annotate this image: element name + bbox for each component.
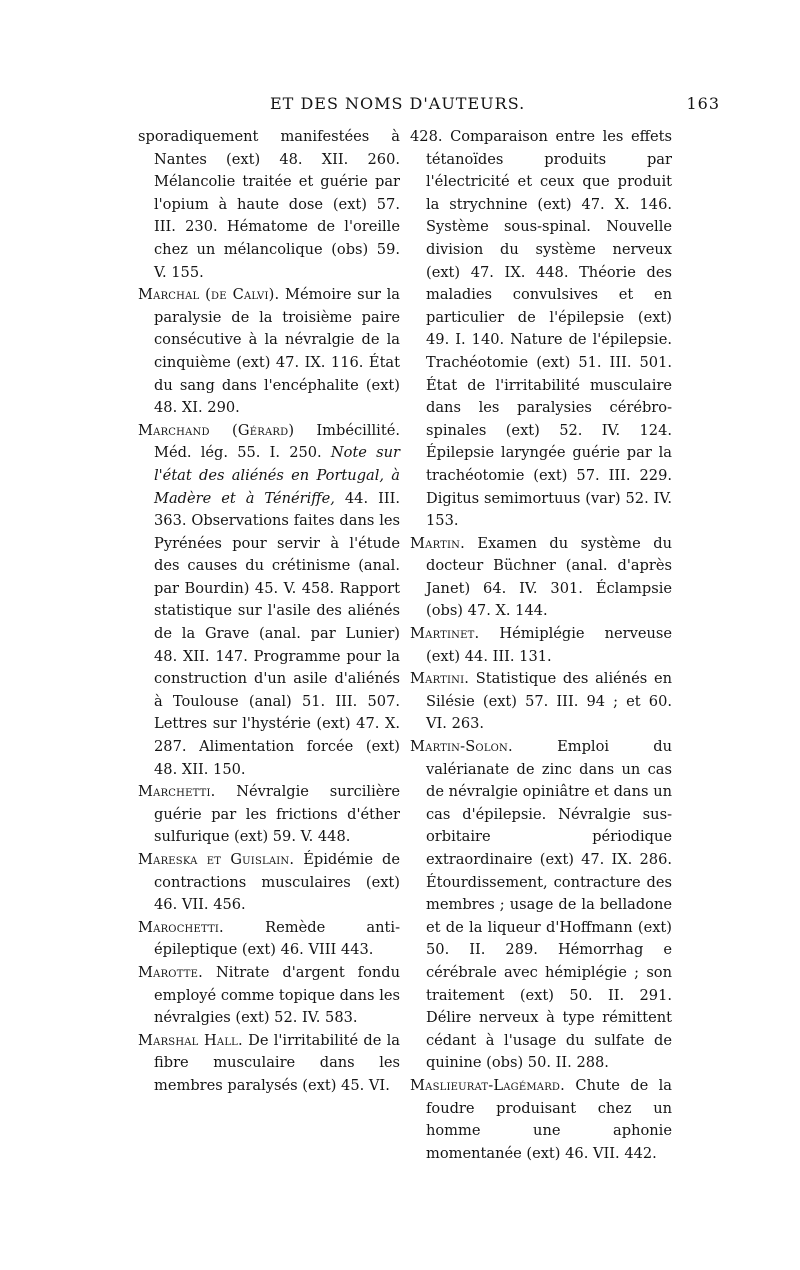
- index-entry: Marchetti. Névralgie surcilière guérie par les frictions d'éther sulfurique (ext) 59. V. 448.: [138, 783, 400, 846]
- index-entry: Marshal Hall. De l'irritabilité de la fibre musculaire dans les membres paralysés (ext) 45. VI.: [138, 1031, 400, 1094]
- author-name: Martin.: [410, 534, 465, 552]
- index-entry: Marchal (de Calvi). Mémoire sur la paralysie de la troisième paire consécutive à la névralgie de la cinquième (ext) 47. IX. 116. État du sang dans l'encéphalite (ext) 48. XI. 290.: [138, 286, 400, 417]
- index-entry: Marchand (Gérard) Imbécillité. Méd. lég. 55. I. 250. Note sur l'état des aliénés en Portugal, à Madère et à Ténériffe, 44. III. 363. Observations faites dans les Pyrénées pour servir à l'étude des causes du crétinisme (anal. par Bourdin) 45. V. 458. Rapport statistique sur l'asile des aliénés de la Grave (anal. par Lunier) 48. XII. 147. Programme pour la construction d'un asile d'aliénés à Toulouse (anal) 51. III. 507. Lettres sur l'hystérie (ext) 47. X. 287. Alimentation forcée (ext) 48. XII. 150.: [138, 421, 401, 778]
- author-name: Marchal (de Calvi).: [138, 286, 280, 304]
- index-entry: Maslieurat-Lagémard. Chute de la foudre produisant chez un homme une aphonie momentanée (ext) 46. VII. 442.: [410, 1076, 673, 1162]
- work-title: Note sur l'état des aliénés en Portugal, à Madère et à Ténériffe,: [154, 444, 400, 507]
- index-entry: Martin-Solon. Emploi du valérianate de zinc dans un cas de névralgie opiniâtre et dans un cas d'épilepsie. Névralgie sus-orbitaire périodique extraordinaire (ext) 47. IX. 286. Étourdissement, contracture des membres ; usage de la belladone et de la liqueur d'Hoffmann (ext) 50. II. 289. Hémorrhag e cérébrale avec hémiplégie ; son traitement (ext) 50. II. 291. Délire nerveux à type rémittent cédant à l'usage du sulfate de quinine (obs) 50. II. 288.: [410, 738, 672, 1072]
- running-title: ET DES NOMS D'AUTEURS.: [270, 94, 526, 113]
- index-entry: Martinet. Hémiplégie nerveuse (ext) 44. III. 131.: [410, 625, 672, 665]
- author-name: Marshal Hall.: [138, 1031, 243, 1049]
- index-entry: Mareska et Guislain. Épidémie de contractions musculaires (ext) 46. VII. 456.: [138, 851, 401, 914]
- index-entry: 428. Comparaison entre les effets tétanoïdes produits par l'électricité et ceux que produit la strychnine (ext) 47. X. 146. Système sous-spinal. Nouvelle division du système nerveux (ext) 47. IX. 448. Théorie des maladies convulsives et en particulier de l'épilepsie (ext) 49. I. 140. Nature de l'épilepsie. Trachéotomie (ext) 51. III. 501. État de l'irritabilité musculaire dans les paralysies cérébro-spinales (ext) 52. IV. 124. Épilepsie laryngée guérie par la trachéotomie (ext) 57. III. 229. Digitus semimortuus (var) 52. IV. 153.: [410, 128, 672, 530]
- author-name: Maslieurat-Lagémard.: [410, 1076, 565, 1094]
- author-name: Mareska et Guislain.: [138, 851, 295, 868]
- running-header: [100, 94, 720, 122]
- author-name: Martini.: [410, 670, 470, 688]
- index-entry: Marotte. Nitrate d'argent fondu employé comme topique dans les névralgies (ext) 52. IV. 583.: [138, 963, 400, 1027]
- author-name: Marochetti.: [138, 918, 224, 936]
- author-name: Marotte.: [138, 963, 203, 981]
- right-column: [410, 126, 672, 1165]
- author-name: Marchetti.: [138, 783, 216, 801]
- index-entry: Marochetti. Remède anti-épileptique (ext) 46. VIII 443.: [138, 918, 400, 959]
- page-number: 163: [686, 94, 720, 113]
- index-entry: Martini. Statistique des aliénés en Silésie (ext) 57. III. 94 ; et 60. VI. 263.: [410, 670, 672, 733]
- author-name: Martin-Solon.: [410, 738, 513, 756]
- index-entry: Martin. Examen du système du docteur Büchner (anal. d'après Janet) 64. IV. 301. Éclampsie (obs) 47. X. 144.: [410, 534, 672, 620]
- index-entry: sporadiquement manifestées à Nantes (ext) 48. XII. 260. Mélancolie traitée et guérie par l'opium à haute dose (ext) 57. III. 230. Hématome de l'oreille chez un mélancolique (obs) 59. V. 155.: [138, 128, 400, 281]
- left-column: [138, 126, 400, 1098]
- author-name: Marchand (Gérard): [138, 421, 295, 439]
- author-name: Martinet.: [410, 625, 480, 643]
